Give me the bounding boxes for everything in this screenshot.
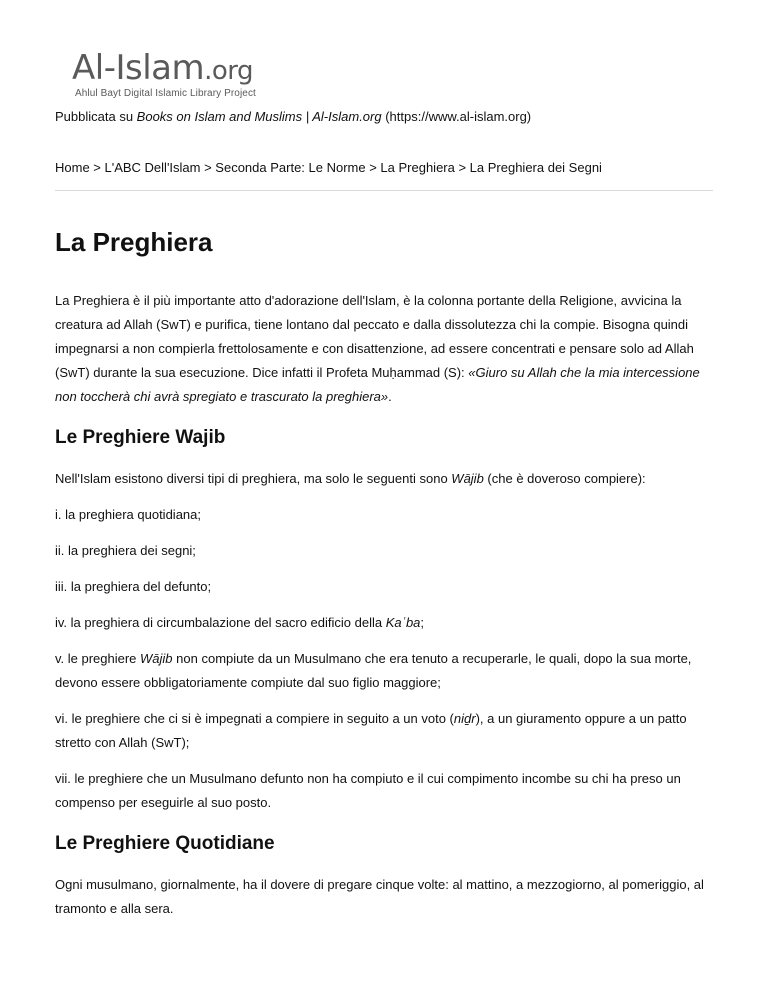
logo-tagline: Ahlul Bayt Digital Islamic Library Project [75, 88, 256, 99]
list-item: v. le preghiere Wājib non compiute da un Musulmano che era tenuto a recuperarle, le quali, dopo la sua morte, devono essere obbligatoriamente compiute dal suo figlio maggiore; [55, 651, 692, 690]
list-item: i. la preghiera quotidiana; [55, 507, 201, 522]
divider [55, 190, 713, 191]
section-heading-quotidiane: Le Preghiere Quotidiane [55, 833, 275, 854]
list-item: vi. le preghiere che ci si è impegnati a compiere in seguito a un voto (niḏr), a un giuramento oppure a un patto stretto con Allah (SwT); [55, 711, 687, 750]
intro-quote: «Giuro su Allah che la mia intercessione non toccherà chi avrà spregiato e trascurato la preghiera» [55, 365, 700, 404]
publication-source [55, 109, 531, 125]
quotidiane-paragraph: Ogni musulmano, giornalmente, ha il dovere di pregare cinque volte: al mattino, a mezzogiorno, al pomeriggio, al tramonto e alla sera. [55, 877, 704, 916]
wajib-intro: Nell'Islam esistono diversi tipi di preghiera, ma solo le seguenti sono Wājib (che è doveroso compiere): [55, 471, 646, 486]
list-item: ii. la preghiera dei segni; [55, 543, 196, 558]
breadcrumb[interactable]: Home > L'ABC Dell'Islam > Seconda Parte: Le Norme > La Preghiera > La Preghiera dei Segni [55, 160, 602, 175]
source-url[interactable]: (https://www.al-islam.org) [385, 109, 532, 124]
list-item: iv. la preghiera di circumbalazione del sacro edificio della Kaʿba; [55, 615, 425, 630]
logo-wordmark: Al-Islam.org [72, 48, 254, 88]
list-item: iii. la preghiera del defunto; [55, 579, 212, 594]
intro-paragraph: La Preghiera è il più importante atto d'adorazione dell'Islam, è la colonna portante della Religione, avvicina la creatura ad Allah (SwT) e purifica, tiene lontano dal peccato e dalla dissolutezza chi la compie. Bisogna quindi impegnarsi a non compierla frettolosamente e con disattenzione, ad essere concentrati e pensare solo ad Allah (SwT) durante la sua esecuzione. Dice infatti il Profeta Muḥammad (S): «Giuro su Allah che la mia intercessione non toccherà chi avrà spregiato e trascurato la preghiera». [55, 293, 700, 404]
source-site-name: Books on Islam and Muslims | Al-Islam.org [136, 109, 382, 124]
list-item: vii. le preghiere che un Musulmano defunto non ha compiuto e il cui compimento incombe su chi ha preso un compenso per eseguirle al suo posto. [55, 771, 681, 810]
section-heading-wajib: Le Preghiere Wajib [55, 427, 226, 448]
site-logo[interactable] [72, 50, 302, 100]
main-content [55, 222, 715, 921]
source-prefix: Pubblicata su [55, 109, 137, 124]
page-title: La Preghiera [55, 227, 213, 257]
